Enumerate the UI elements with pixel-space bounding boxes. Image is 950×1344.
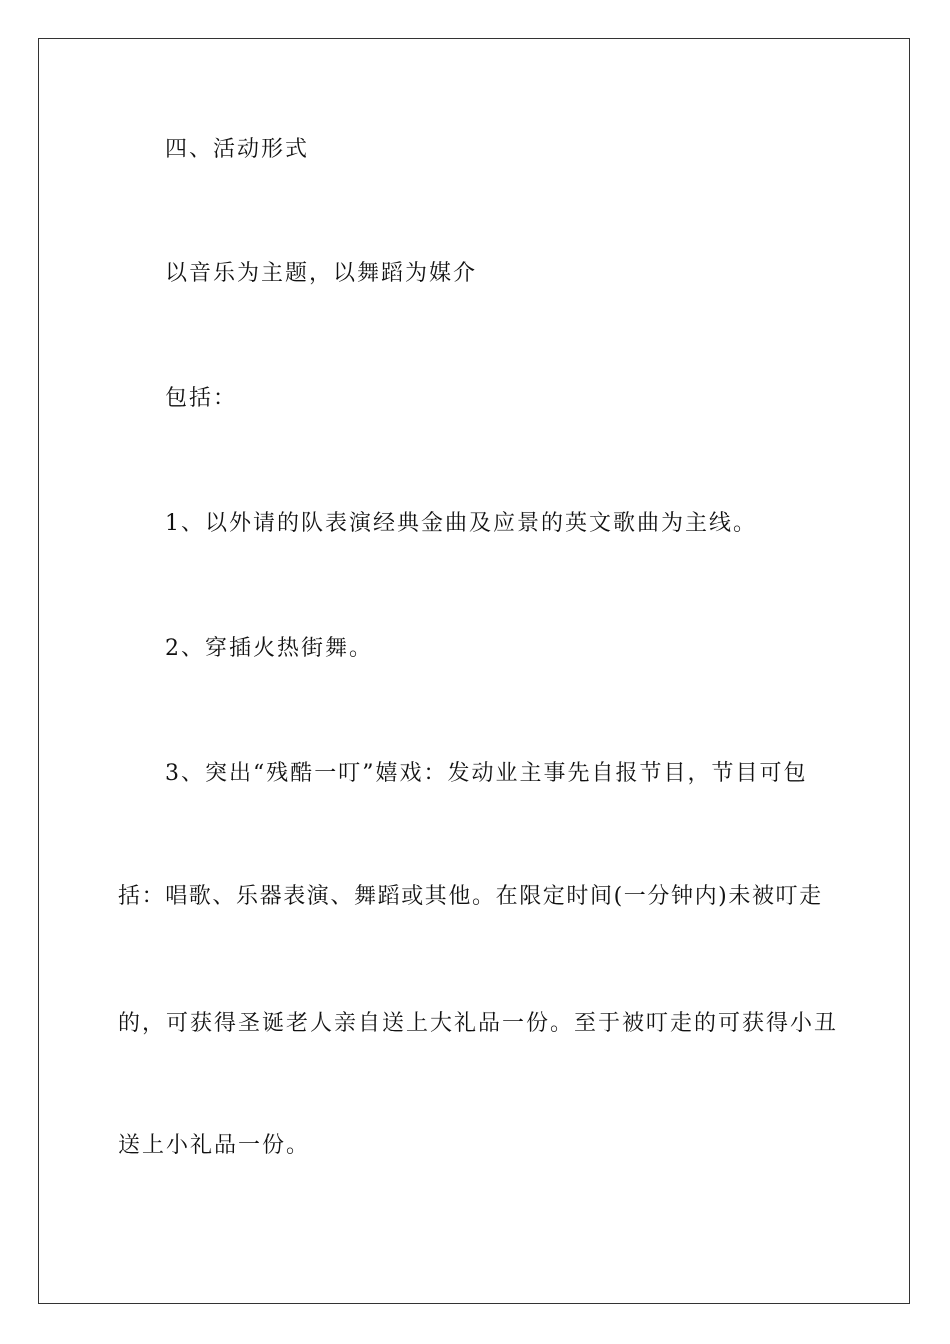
list-item-3-line-3: 的，可获得圣诞老人亲自送上大礼品一份。至于被叮走的可获得小丑 (118, 1011, 839, 1036)
list-item-2: 2、穿插火热街舞。 (165, 636, 373, 661)
includes-label: 包括： (165, 386, 238, 411)
list-item-1: 1、以外请的队表演经典金曲及应景的英文歌曲为主线。 (165, 511, 757, 536)
list-item-3-line-4: 送上小礼品一份。 (118, 1133, 311, 1158)
section-heading: 四、活动形式 (165, 137, 310, 162)
page-border (38, 38, 910, 1304)
theme-paragraph: 以音乐为主题，以舞蹈为媒介 (165, 261, 478, 286)
list-item-3-line-1: 3、突出“残酷一叮”嬉戏：发动业主事先自报节目，节目可包 (165, 761, 808, 786)
list-item-3-line-2: 括：唱歌、乐器表演、舞蹈或其他。在限定时间(一分钟内)未被叮走 (118, 884, 823, 909)
